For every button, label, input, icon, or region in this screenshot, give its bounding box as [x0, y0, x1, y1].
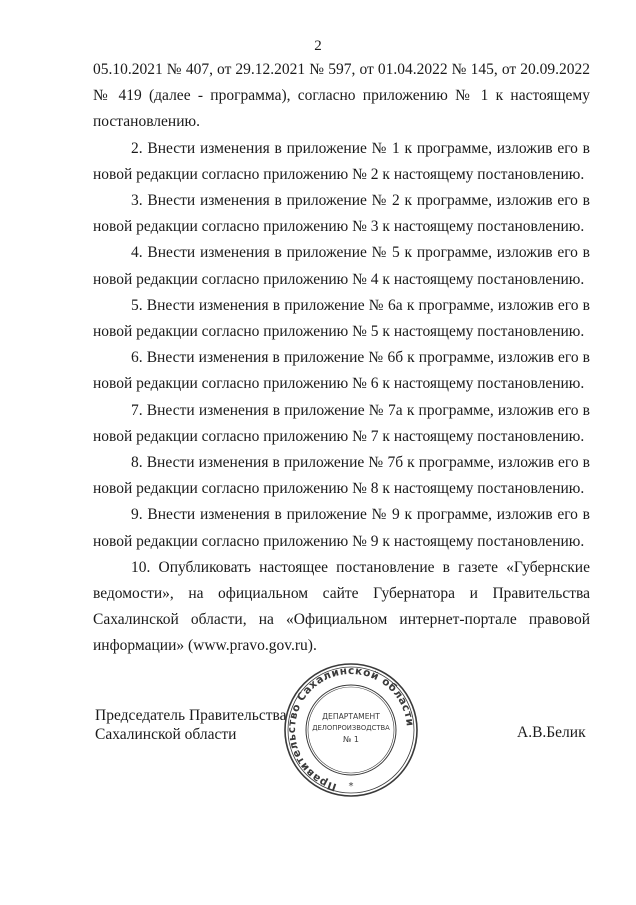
- paragraph-intro: 05.10.2021 № 407, от 29.12.2021 № 597, от 01.04.2022 № 145, от 20.09.2022 № 419 (далее - программа), согласно приложению № 1 к настоящему постановлению.: [93, 61, 590, 131]
- paragraph-item-3: 3. Внести изменения в приложение № 2 к программе, изложив его в новой редакции согласно приложению № 3 к настоящему постановлению.: [93, 192, 590, 236]
- paragraph-item-2: 2. Внести изменения в приложение № 1 к программе, изложив его в новой редакции согласно приложению № 2 к настоящему постановлению.: [93, 139, 590, 183]
- seal-inner-line-2: ДЕЛОПРОИЗВОДСТВА: [312, 724, 390, 732]
- paragraph-item-10: 10. Опубликовать настоящее постановление в газете «Губернские ведомости», на официальном сайте Губернатора и Правительства Сахалинской области, на «Официальном интернет-портале правовой информации» (www.pravo.gov.ru).: [93, 558, 590, 655]
- paragraph-item-4: 4. Внести изменения в приложение № 5 к программе, изложив его в новой редакции согласно приложению № 4 к настоящему постановлению.: [93, 244, 590, 288]
- paragraph-item-6: 6. Внести изменения в приложение № 6б к программе, изложив его в новой редакции согласно приложению № 6 к настоящему постановлению.: [93, 349, 590, 393]
- paragraph-item-5: 5. Внести изменения в приложение № 6а к программе, изложив его в новой редакции согласно приложению № 5 к настоящему постановлению.: [93, 296, 590, 341]
- seal-star: *: [348, 781, 354, 792]
- seal-inner-line-3: № 1: [343, 735, 359, 744]
- seal-inner-line-1: ДЕПАРТАМЕНТ: [322, 712, 380, 721]
- signer-title-line-1: Председатель Правительства: [95, 707, 287, 724]
- signer-title-line-2: Сахалинской области: [95, 726, 237, 743]
- paragraph-item-9: 9. Внести изменения в приложение № 9 к программе, изложив его в новой редакции согласно приложению № 9 к настоящему постановлению.: [93, 506, 590, 550]
- document-body: [93, 57, 590, 660]
- signer-name: А.В.Белик: [517, 724, 586, 741]
- signer-title: [95, 706, 287, 744]
- seal-ring-text: Правительство Сахалинской области: [285, 664, 416, 793]
- page-number: 2: [314, 38, 322, 54]
- paragraph-item-8: 8. Внести изменения в приложение № 7б к программе, изложив его в новой редакции согласно приложению № 8 к настоящему постановлению.: [93, 454, 590, 498]
- official-seal: [283, 662, 419, 798]
- paragraph-item-7: 7. Внести изменения в приложение № 7а к программе, изложив его в новой редакции согласно приложению № 7 к настоящему постановлению.: [93, 401, 590, 445]
